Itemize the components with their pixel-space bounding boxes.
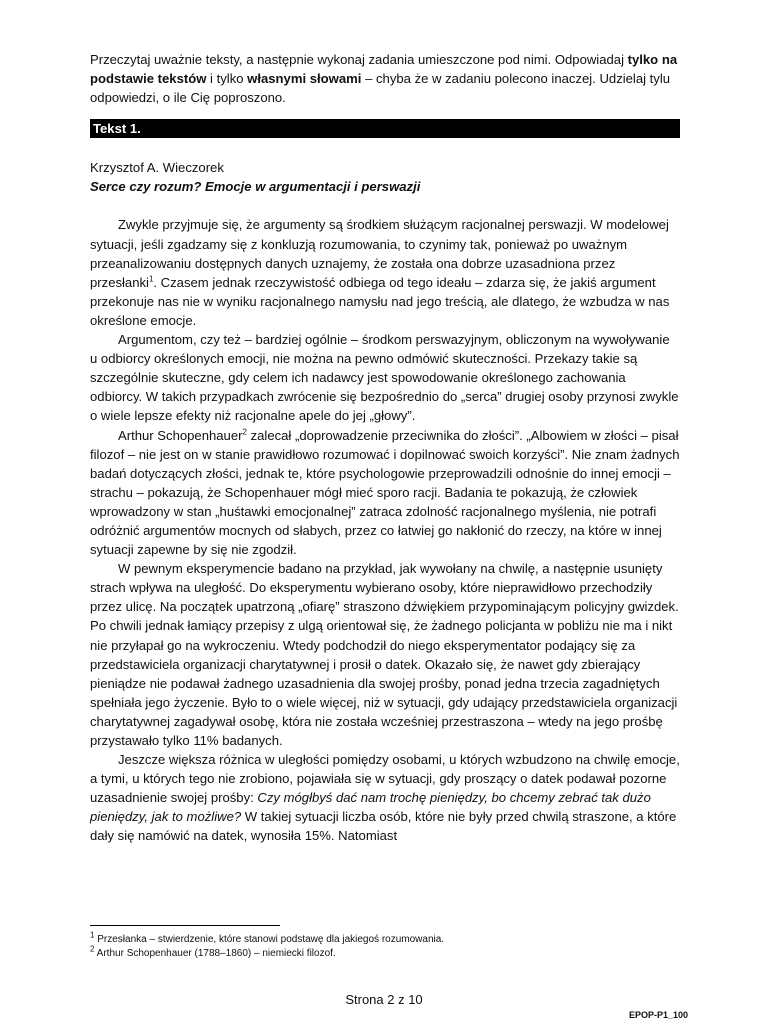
section-header: Tekst 1. (90, 119, 680, 138)
instructions (90, 50, 680, 107)
footnote-ref-1: 1 (148, 274, 154, 284)
paragraph-3-text-b: zalecał „doprowadzenie przeciwnika do złości”. „Albowiem w złości – pisał filozof – nie jest on w stanie prawidłowo rozumować i dopilnować swoich korzyści”. Nie znam żadnych badań dotyczących złości, jednak te, które psychologowie przeprowadzili odnośnie do innej emocji – strachu – pokazują, że Schopenhauer mógł mieć sporo racji. Badania te pokazują, że człowiek wprowadzony w stan „huśtawki emocjonalnej” zatraca zdolność racjonalnego myślenia, nie potrafi odróżnić argumentów mocnych od słabych, przez co łatwiej go nakłonić do rzeczy, na które w innej sytuacji zapewne by się nie zgodził. (90, 427, 680, 558)
footnote-divider (90, 925, 280, 926)
paragraph-3 (90, 426, 680, 560)
paragraph-5 (90, 750, 680, 845)
footnote-1-number: 1 (90, 930, 95, 940)
footnote-2-text: Arthur Schopenhauer (1788–1860) – niemiecki filozof. (94, 948, 336, 959)
footnote-2-number: 2 (90, 944, 95, 954)
paragraph-2: Argumentom, czy też – bardziej ogólnie – środkom perswazyjnym, obliczonym na wywoływanie u odbiorcy określonych emocji, nie można na pewno odmówić skuteczności. Przekazy takie są szczególnie skuteczne, gdy celem ich nadawcy jest spowodowanie określonego zachowania odbiorcy. W takich przypadkach zwrócenie się bezpośrednio do „serca” drugiej osoby przynosi zwykle o wiele lepsze efekty niż racjonalne apele do jej „głowy”. (90, 332, 679, 424)
instructions-bold-2: własnymi słowami (247, 71, 362, 87)
paragraph-5-text-a: Jeszcze większa różnica w uległości pomiędzy osobami, u których wzbudzono na chwilę emocje, a tymi, u których tego nie zrobiono, pojawiała się w sytuacji, gdy proszący o datek podawał pozorne uzasadnienie swojej prośby: (90, 752, 680, 806)
paragraph-1-text-b: . Czasem jednak rzeczywistość odbiega od tego ideału – zdarza się, że jakiś argument przekonuje nas nie w wyniku racjonalnego namysłu nad jego treścią, ale dlatego, że wzbudza w nas określone emocje. (90, 274, 670, 328)
instructions-text-2: i tylko (206, 71, 248, 87)
document-code: EPOP-P1_100 (628, 1010, 688, 1020)
footnote-1 (90, 930, 680, 947)
article-body (90, 215, 680, 845)
footnote-2 (90, 944, 680, 961)
article-title: Serce czy rozum? Emocje w argumentacji i perswazji (90, 179, 421, 195)
page-content (90, 50, 680, 846)
footnotes (90, 930, 680, 961)
instructions-bold-1: tylko na podstawie tekstów (90, 52, 678, 87)
footnote-1-text: Przesłanka – stwierdzenie, które stanowi podstawę dla jakiegoś rozumowania. (94, 934, 445, 945)
paragraph-1-text-a: Zwykle przyjmuje się, że argumenty są środkiem służącym racjonalnej perswazji. W modelowej sytuacji, jeśli zgadzamy się z konkluzją rozumowania, to czynimy tak, ponieważ po uważnym przeanalizowaniu dostępnych danych uznajemy, że została ona dobrze uzasadniona przez przesłanki (90, 217, 669, 290)
paragraph-5-text-b: W takiej sytuacji liczba osób, które nie były przed chwilą straszone, a które dały się namówić na datek, wynosiła 15%. Natomiast (90, 809, 677, 844)
paragraph-3-text-a: Arthur Schopenhauer (118, 427, 243, 443)
instructions-text-1: Przeczytaj uważnie teksty, a następnie wykonaj zadania umieszczone pod nimi. Odpowiadaj (90, 52, 628, 67)
footnote-ref-2: 2 (242, 427, 247, 437)
article-author: Krzysztof A. Wieczorek (90, 160, 224, 176)
paragraph-5-quote: Czy mógłbyś dać nam trochę pieniędzy, bo chcemy zebrać tak dużo pieniędzy, jak to możliwe? (90, 790, 651, 825)
instructions-text-3: – chyba że w zadaniu polecono inaczej. Udzielaj tylu odpowiedzi, o ile Cię poproszono. (90, 71, 671, 106)
paragraph-1 (90, 215, 680, 330)
page-number: Strona 2 z 10 (345, 992, 423, 1007)
paragraph-4: W pewnym eksperymencie badano na przykład, jak wywołany na chwilę, a następnie usunięty strach wpływa na uległość. Do eksperymentu wybierano osoby, które nieprawidłowo przechodziły przez ulicę. Na początek upatrzoną „ofiarę” straszono dźwiękiem przypominającym policyjny gwizdek. Po chwili jednak łamiący przepisy z ulgą orientował się, że żadnego policjanta w pobliżu nie ma i nikt nie przyłapał go na wykroczeniu. Wtedy podchodził do niego eksperymentator podający się za przedstawiciela organizacji charytatywnej i prosił o datek. Okazało się, że nawet gdy zbierający pieniądze nie podawał żadnego uzasadnienia dla swojej prośby, ponad jedna trzecia zagadniętych spełniała jego życzenie. Było to o wiele więcej, niż w sytuacji, gdy udający przedstawiciela organizacji charytatywnej zagadywał osobę, która nie została wcześniej przestraszona – wtedy na jego prośbę przystawało tylko 11% badanych. (90, 561, 679, 748)
